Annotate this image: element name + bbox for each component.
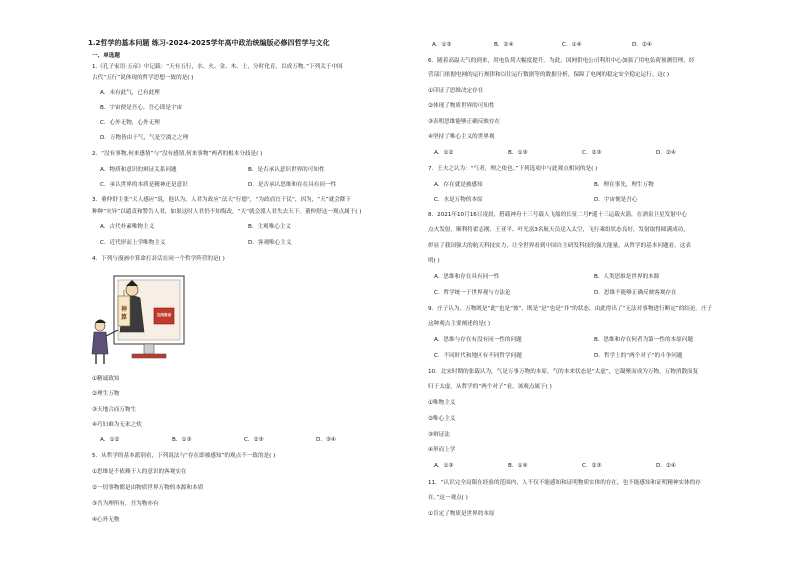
q10-item: ④形而上学: [428, 447, 456, 453]
q3-option[interactable]: D．客观唯心主义: [248, 240, 292, 246]
q9-option[interactable]: D．哲学上的“两个对子”的斗争问题: [594, 353, 683, 359]
q10-item: ②唯心主义: [428, 416, 456, 422]
q8-option[interactable]: A．思维和存在具有同一性: [434, 274, 500, 280]
q5-stem-line: 5．从哲学的基本派别看，下列说法与“存在即被感知”的观点不一致的是( ): [92, 453, 276, 459]
q9-option[interactable]: C．不同时代和地区有不同哲学问题: [434, 353, 522, 359]
q8-stem-line: 8．2021年10月16日凌晨，搭载神舟十三号载人飞船的长征二号F遥十三运载火箭，在酒泉卫星发射中心: [428, 212, 687, 218]
q5-choice[interactable]: D．②④: [632, 42, 652, 48]
banner-text: 神: [120, 306, 127, 313]
q10-choice[interactable]: C．②③: [582, 463, 602, 469]
q4-item: ①精诚致知: [92, 376, 120, 382]
q10-choice[interactable]: B．①④: [508, 463, 528, 469]
q4-item: ④巧妇难为无米之炊: [92, 422, 142, 428]
fortune-telling-cartoon: [88, 268, 188, 368]
q2-option[interactable]: B．是否承认意识世界的可知性: [248, 167, 325, 173]
q5-choice[interactable]: C．①④: [562, 42, 582, 48]
q1-stem-line: 古代“五行”说体现的哲学思想一致的是( ): [92, 75, 194, 81]
q2-option[interactable]: D．是否承认思维和存在具有同一性: [248, 182, 337, 188]
q5-item: ③吾为理所有，吾为物亦有: [92, 501, 159, 507]
page-title: 1.2哲学的基本问题 练习-2024-2025学年高中政治统编版必修四哲学与文化: [88, 39, 330, 47]
q4-item: ②理生万物: [92, 391, 120, 397]
online-sign-text: 在线算命: [156, 313, 172, 317]
q3-option[interactable]: C．近代形而上学唯物主义: [100, 240, 166, 246]
q3-option[interactable]: B．主观唯心主义: [248, 224, 291, 230]
q4-choice[interactable]: C．②③: [244, 437, 264, 443]
q11-stem-line: 11．“认识完全局限在经验的范围内，人不仅不能感知和证明物质实体的存在，也不能感知和证明精神实体的存: [428, 480, 701, 486]
q9-option[interactable]: B．思维和存在何者为第一性的本原问题: [594, 337, 693, 343]
q6-choice[interactable]: A．①②: [434, 150, 454, 156]
q9-option[interactable]: A．思维与存在有没有同一性的问题: [434, 337, 522, 343]
q3-stem-line: 3．董仲舒主张“天人感应”说，他认为，人君为政应“法天”行德”，“为政而宜于民”，因为，“天”就会降下: [92, 197, 351, 203]
q8-option[interactable]: C．哲学统一于世界观与方法论: [434, 290, 511, 296]
q3-option[interactable]: A．古代朴素唯物主义: [100, 224, 155, 230]
q8-stem-line: 点火发射，顺利将翟志刚、王亚平、叶光富3名航天员送入太空，飞行乘组状态良好，发射取得圆满成功，: [428, 227, 689, 233]
q8-stem-line: 彰显了我国强大的航天科技实力，让全世界看到中国自主研发科技的强大能量，从哲学的基本问题看，这表: [428, 243, 691, 249]
q7-option[interactable]: A．存在就是被感知: [434, 182, 483, 188]
q1-option[interactable]: A．未有此气，已有此理: [100, 90, 160, 96]
q1-option[interactable]: B．宇宙便是吾心，吾心即是宇宙: [100, 105, 183, 111]
q9-stem-line: 9．庄子认为，万物既是“此”也是“彼”，既是“是”也是“非”的状态，由此得出了“无法对事物进行断定”的结论。庄子: [428, 306, 713, 312]
q10-stem-line: 归于太虚。从哲学的“两个对子”看，该观点属于( ): [428, 384, 552, 390]
q2-option[interactable]: A．物质和意识的辩证关系问题: [100, 167, 177, 173]
q8-option[interactable]: B．人类思维是世界的本源: [594, 274, 660, 280]
q6-stem-line: 营部门依据电网的运行规律和以往运行数据等的数据分析，保障了电网的稳定安全稳定运行。这( ): [428, 72, 670, 78]
q7-stem-line: 7．王夫之认为：“气者，理之依也。”下列选项中与此观点相同的是( ): [428, 166, 598, 172]
q7-option[interactable]: C．水是万物的本原: [434, 197, 483, 203]
banner-text: 算: [120, 314, 127, 321]
q5-item: ②一切事物都是由物质世界万物的本源和本质: [92, 485, 204, 491]
q7-option[interactable]: D．宇宙便是吾心: [594, 197, 638, 203]
q9-stem-line: 这种观点主要阐述的是( ): [428, 321, 491, 327]
q5-item: ④心外无物: [92, 517, 120, 523]
q5-item: ①思维是不依赖于人的意识的客观实在: [92, 469, 187, 475]
q10-choice[interactable]: A．①③: [434, 463, 454, 469]
q7-option[interactable]: B．理在事先，理生万物: [594, 182, 654, 188]
q1-option[interactable]: D．万物皆由于气，气是空淌之之理: [100, 135, 189, 141]
q6-item: ④坚持了唯心主义的世界观: [428, 134, 495, 140]
q4-choice[interactable]: D．③④: [316, 437, 336, 443]
q3-stem-line: 种种“灾异”以谴责和警告人君，如果这时人君仍不知悔改，“天”就会派人君失去天下。董仲舒这一观点属于( ): [92, 209, 362, 215]
section-heading: 一、单选题: [92, 53, 120, 59]
q4-item: ③天地合而万物生: [92, 407, 137, 413]
q10-choice[interactable]: D．②④: [656, 463, 676, 469]
q6-choice[interactable]: B．①③: [508, 150, 528, 156]
q10-item: ①唯物主义: [428, 400, 456, 406]
q4-stem-line: 4．下列与漫画中算命打卦活在同一个哲学阵营的是( ): [92, 256, 225, 262]
q2-stem-line: 2．“没有事物,何来感情”与“没有感情,何来事物”两者的根本分歧是( ): [92, 151, 263, 157]
q11-stem-line: 在。”这一观点( ): [428, 495, 468, 501]
q10-item: ③辩证法: [428, 432, 450, 438]
q1-stem-line: 1.《孔子家语·五帝》中记载：“天有五行，水、火、金、木、土，分时化育，以成万物。”下列关于中国: [92, 64, 343, 70]
q8-option[interactable]: D．思维不能够正确反映客观存在: [594, 290, 677, 296]
q6-item: ①印证了思维决定存在: [428, 88, 484, 94]
q5-choice[interactable]: A．①③: [432, 42, 452, 48]
q1-option[interactable]: C．心外无物，心外无理: [100, 120, 160, 126]
q6-item: ③表明思维能够正确反映存在: [428, 119, 501, 125]
q6-choice[interactable]: D．②④: [656, 150, 676, 156]
q8-stem-line: 明( ): [428, 258, 440, 264]
q6-item: ②体现了物质世界的可知性: [428, 103, 495, 109]
q2-option[interactable]: C．承认世界的本质是精神还是意识: [100, 182, 188, 188]
q4-choice[interactable]: A．①②: [100, 437, 120, 443]
q11-item: ①肯定了物质是世界的本原: [428, 511, 495, 517]
q4-choice[interactable]: B．①③: [172, 437, 192, 443]
q6-stem-line: 6．随着高温天气的到来，用电负荷大幅度提升。为此，国网供电公司利用中心加强了用电负荷预测管理，经: [428, 58, 695, 64]
q5-choice[interactable]: B．②④: [494, 42, 514, 48]
q6-choice[interactable]: C．②③: [582, 150, 602, 156]
q10-stem-line: 10．北宋时期的张载认为，气是万事万物的本原，气的本来状态是“太虚”，它凝聚而成为万物，万物消散而复: [428, 369, 699, 375]
